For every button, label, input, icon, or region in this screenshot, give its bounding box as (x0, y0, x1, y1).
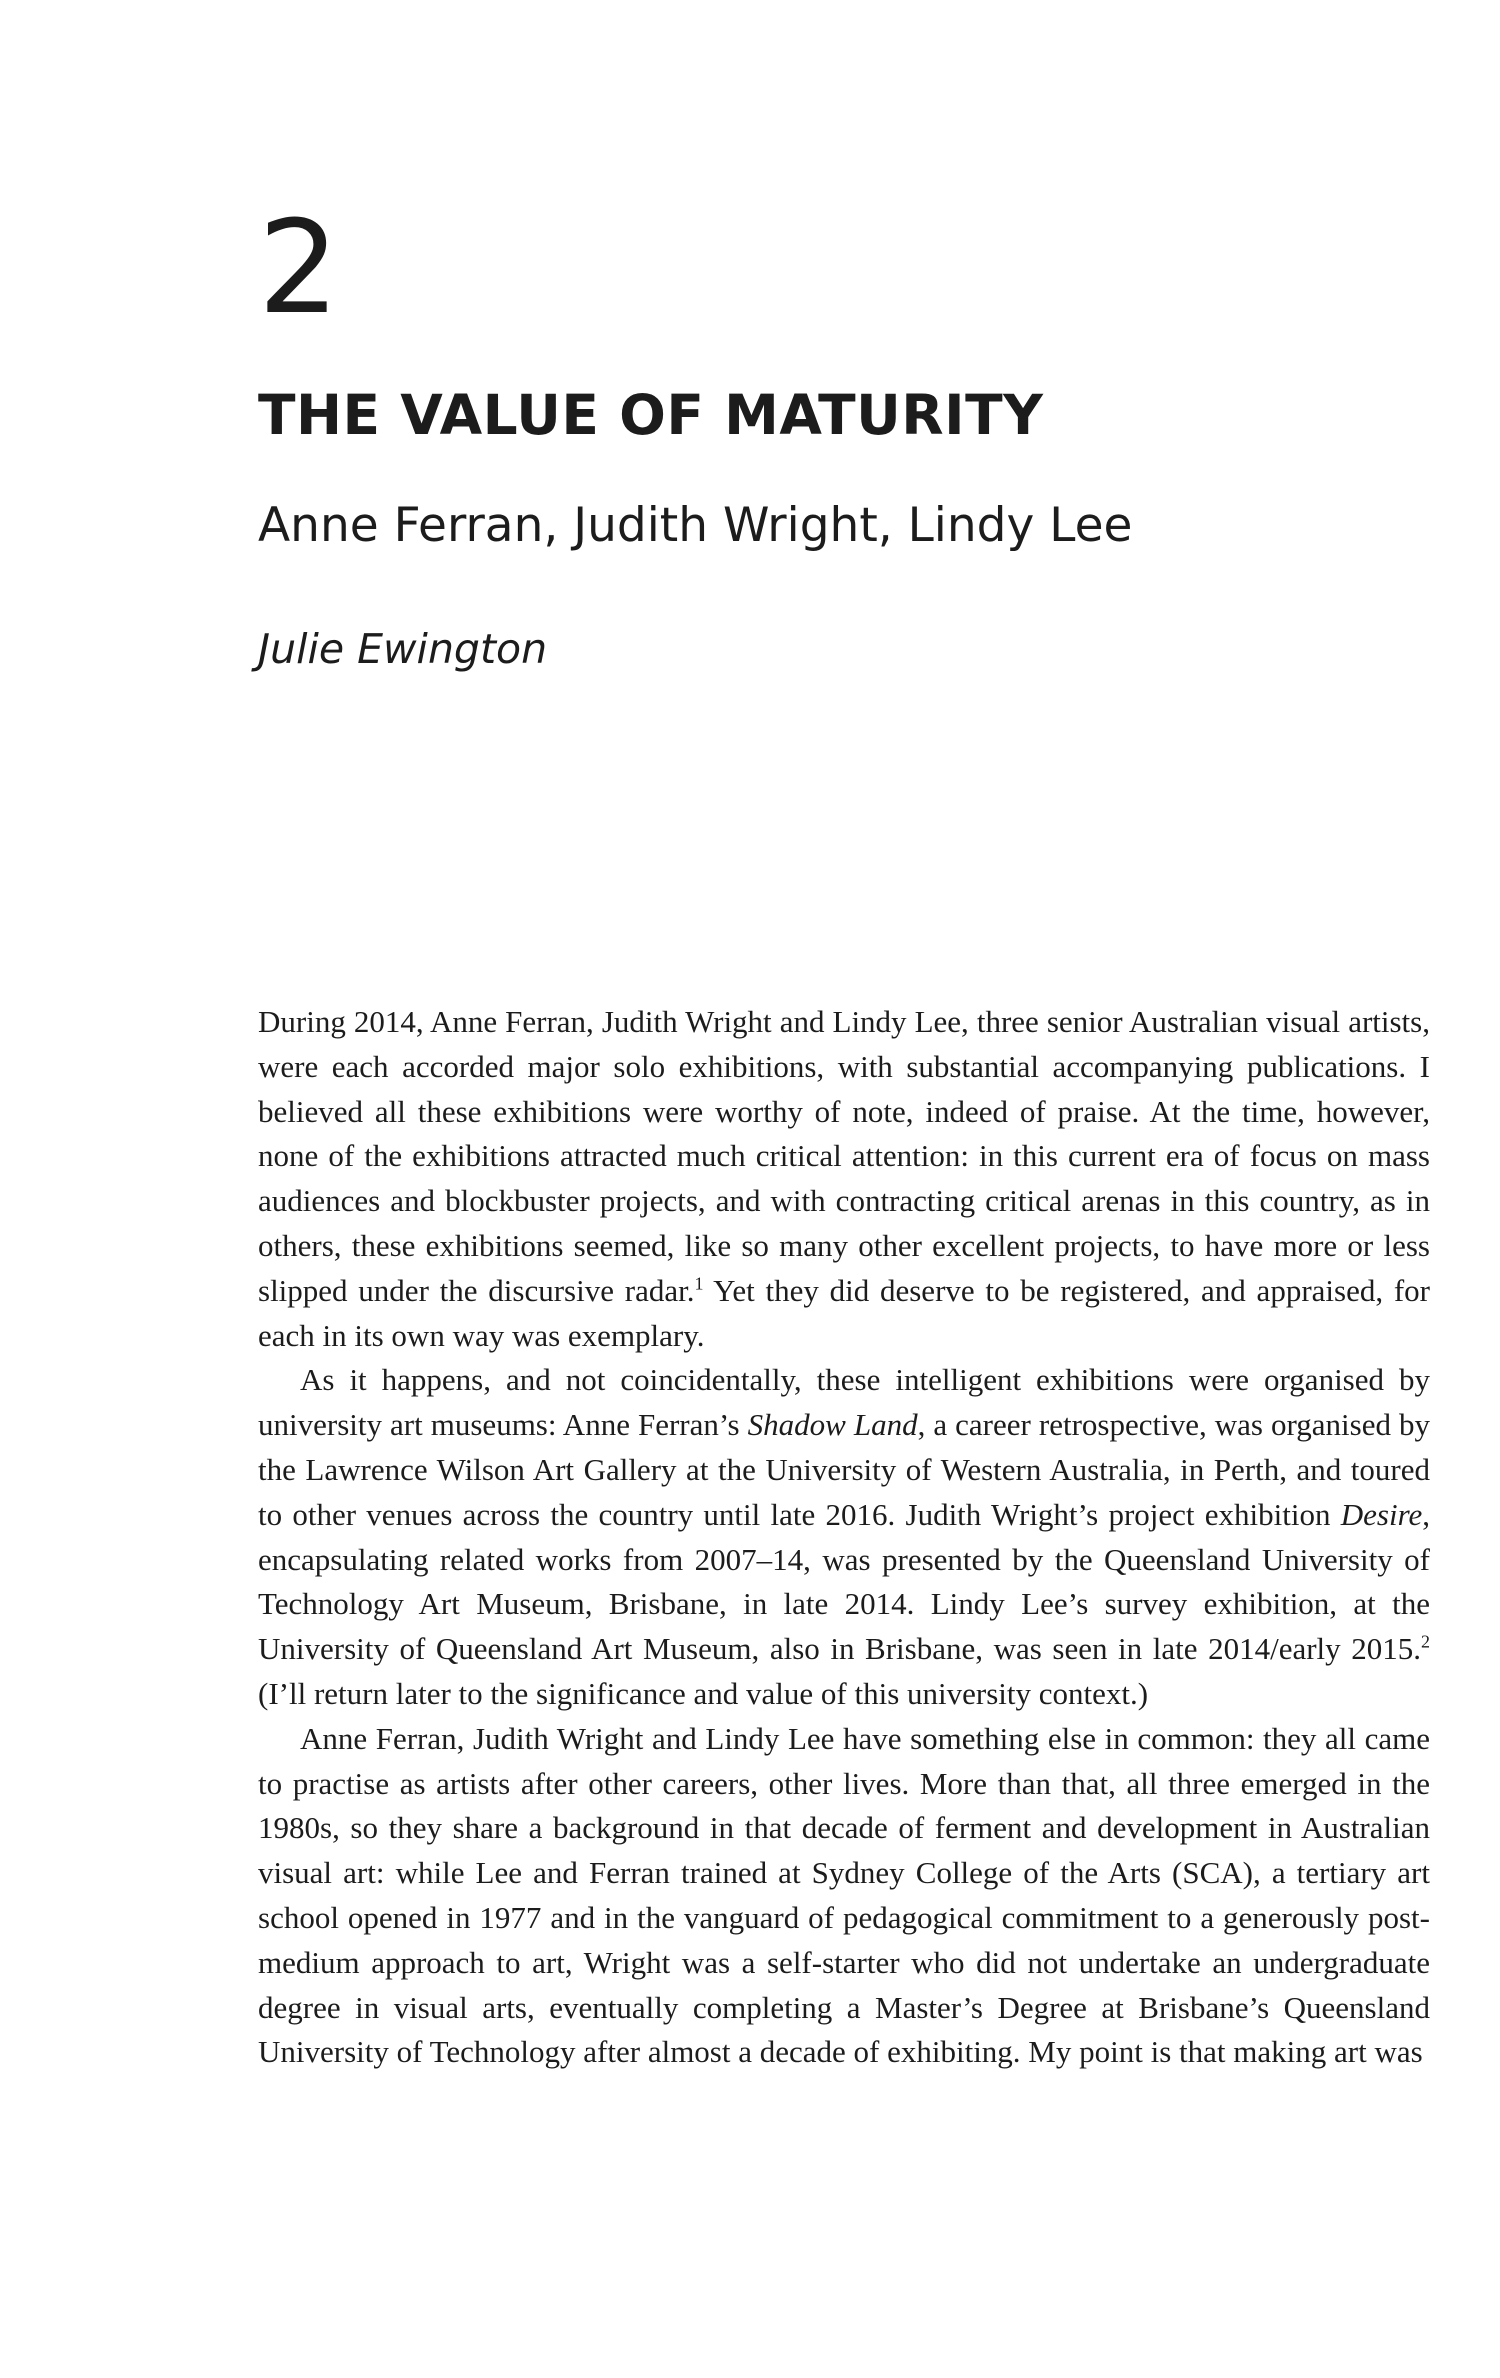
paragraph-text: Anne Ferran, Judith Wright and Lindy Lee have something else in common: they all came to practise as artists after other careers, other lives. More than that, all three emerged in the 1980s, so they share a background in that decade of ferment and development in Australian visual art: while Lee and Ferran trained at Sydney College of the Arts (SCA), a tertiary art school opened in 1977 and in the vanguard of pedagogical commitment to a generously post-medium approach to art, Wright was a self-starter who did not undertake an undergraduate degree in visual arts, eventually completing a Master’s Degree at Brisbane’s Queensland University of Technology after almost a decade of exhibiting. My point is that making art was (258, 1720, 1430, 2070)
footnote-ref-2[interactable]: 2 (1421, 1631, 1430, 1652)
exhibition-title: Desire (1340, 1496, 1423, 1532)
paragraph-text: , a career retrospective, was organised by the Lawrence Wilson Art Gallery at the University of Western Australia, in Perth, and toured to other venues across the country until late 2016. Judith Wright’s project exhibition (258, 1407, 1430, 1532)
exhibition-title: Shadow Land (747, 1407, 918, 1443)
chapter-title: THE VALUE OF MATURITY (258, 383, 1044, 447)
chapter-subtitle: Anne Ferran, Judith Wright, Lindy Lee (258, 498, 1133, 553)
body-text (258, 1000, 1430, 2075)
paragraph-3 (258, 1717, 1430, 2075)
paragraph-1 (258, 1000, 1430, 1358)
chapter-number: 2 (258, 194, 340, 343)
author-name: Julie Ewington (258, 625, 548, 673)
paragraph-text: Yet they did deserve to be registered, and appraised, for each in its own way was exemplary. (258, 1272, 1430, 1353)
paragraph-text: (I’ll return later to the significance and value of this university context.) (258, 1675, 1149, 1711)
paragraph-text: , encapsulating related works from 2007–14, was presented by the Queensland University of Technology Art Museum, Brisbane, in late 2014. Lindy Lee’s survey exhibition, at the University of Queensland Art Museum, also in Brisbane, was seen in late 2014/early 2015. (258, 1496, 1430, 1667)
paragraph-text: During 2014, Anne Ferran, Judith Wright and Lindy Lee, three senior Australian visual artists, were each accorded major solo exhibitions, with substantial accompanying publications. I believed all these exhibitions were worthy of note, indeed of praise. At the time, however, none of the exhibitions attracted much critical attention: in this current era of focus on mass audiences and blockbuster projects, and with contracting critical arenas in this country, as in others, these exhibitions seemed, like so many other excellent projects, to have more or less slipped under the discursive radar. (258, 1004, 1430, 1308)
footnote-ref-1[interactable]: 1 (694, 1273, 704, 1294)
paragraph-text: As it happens, and not coincidentally, these intelligent exhibitions were organised by university art museums: Anne Ferran’s (258, 1362, 1430, 1443)
paragraph-2 (258, 1358, 1430, 1716)
